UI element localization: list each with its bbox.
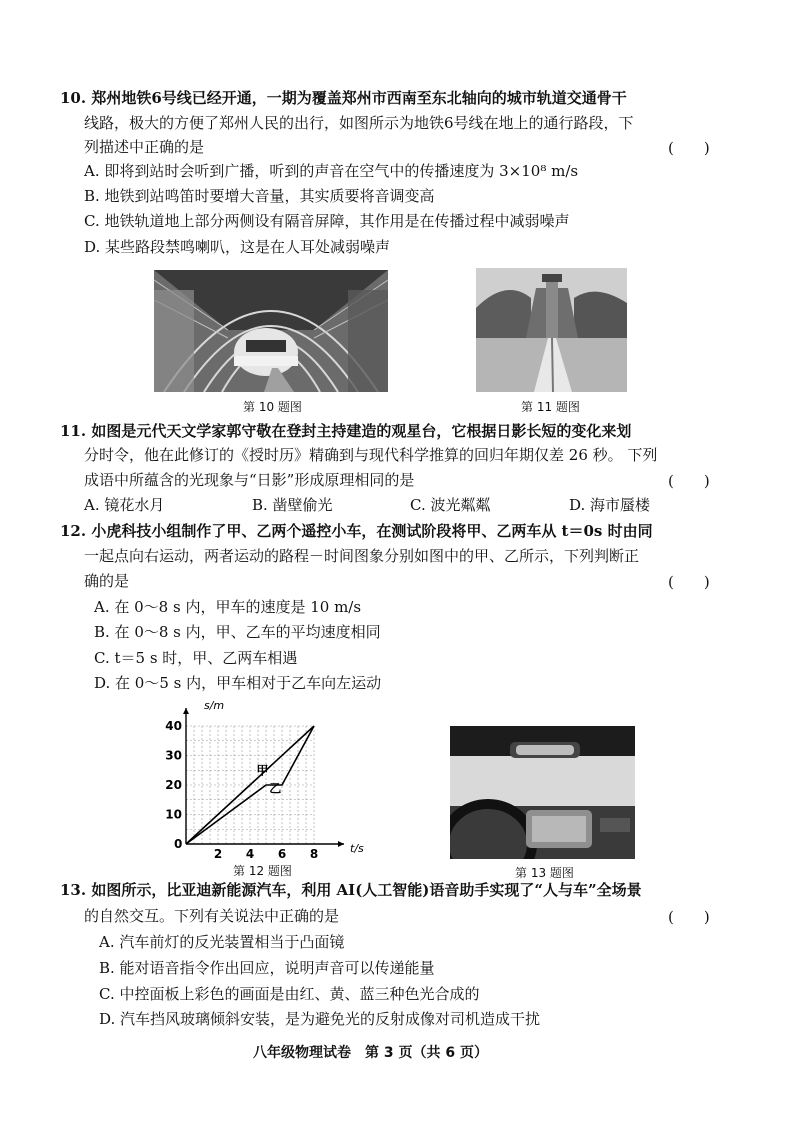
y-tick-label: 30 (165, 748, 182, 763)
q13-line1: 13. 如图所示，比亚迪新能源汽车，利用 AI(人工智能)语音助手实现了“人与车”全场景 (60, 881, 642, 899)
x-tick-label: 6 (277, 847, 287, 858)
observatory-photo (476, 268, 627, 392)
x-tick-label: 8 (309, 847, 319, 858)
q13-answer-paren: ( ) (668, 908, 710, 926)
q10-option-c: C. 地铁轨道地上部分两侧设有隔音屏障，其作用是在传播过程中减弱噪声 (84, 212, 570, 230)
q10-line2: 线路，极大的方便了郑州人民的出行，如图所示为地铁6号线在地上的通行路段，下 (84, 114, 634, 132)
q11-option-a: A. 镜花水月 (84, 496, 165, 514)
y-axis-arrow (183, 708, 189, 714)
q10-option-a: A. 即将到站时会听到广播，听到的声音在空气中的传播速度为 3×10⁸ m/s (84, 162, 579, 180)
page-footer: 八年级物理试卷 第 3 页（共 6 页） (253, 1045, 488, 1061)
subway-photo (154, 270, 388, 392)
q13-option-b: B. 能对语音指令作出回应，说明声音可以传递能量 (99, 959, 435, 977)
q10-option-b: B. 地铁到站鸣笛时要增大音量，其实质要将音调变高 (84, 187, 435, 205)
q12-line1: 12. 小虎科技小组制作了甲、乙两个遥控小车，在测试阶段将甲、乙两车从 t＝0s 时由同 (60, 522, 653, 540)
q10-line3: 列描述中正确的是 (84, 138, 205, 156)
q11-line3: 成语中所蕴含的光现象与“日影”形成原理相同的是 (84, 471, 415, 489)
q10-option-d: D. 某些路段禁鸣喇叭，这是在人耳处减弱噪声 (84, 238, 391, 256)
q13-line2: 的自然交互。下列有关说法中正确的是 (84, 907, 340, 925)
fig10-caption: 第 10 题图 (243, 400, 302, 414)
q10-line1: 10. 郑州地铁6号线已经开通，一期为覆盖郑州市西南至东北轴向的城市轨道交通骨干 (60, 89, 627, 107)
x-axis-arrow (338, 841, 344, 847)
series-yi-label: 乙 (269, 781, 282, 796)
q11-line1: 11. 如图是元代天文学家郭守敬在登封主持建造的观星台，它根据日影长短的变化来划 (60, 422, 632, 440)
y-tick-label: 20 (165, 778, 182, 792)
x-axis-label: t/s (350, 842, 364, 855)
fig12-caption: 第 12 题图 (233, 864, 292, 878)
q12-line3: 确的是 (84, 572, 130, 590)
y-axis-label: s/m (204, 699, 225, 712)
fig11-caption: 第 11 题图 (521, 400, 580, 414)
q10-answer-paren: ( ) (668, 139, 710, 157)
q11-line2: 分时令，他在此修订的《授时历》精确到与现代科学推算的回归年期仅差 26 秒。 下列 (84, 446, 658, 464)
q11-option-c: C. 波光粼粼 (410, 496, 491, 514)
fig13-caption: 第 13 题图 (515, 866, 574, 880)
q11-option-b: B. 凿壁偷光 (252, 496, 333, 514)
q12-answer-paren: ( ) (668, 573, 710, 591)
st-chart (160, 698, 370, 858)
x-tick-label: 4 (245, 847, 255, 858)
q13-option-c: C. 中控面板上彩色的画面是由红、黄、蓝三种色光合成的 (99, 985, 480, 1003)
q13-option-d: D. 汽车挡风玻璃倾斜安装，是为避免光的反射成像对司机造成干扰 (99, 1010, 541, 1028)
series-jia-label: 甲 (256, 763, 269, 778)
q11-option-d: D. 海市蜃楼 (569, 496, 651, 514)
q13-option-a: A. 汽车前灯的反光装置相当于凸面镜 (99, 933, 345, 951)
q12-line2: 一起点向右运动，两者运动的路程－时间图象分别如图中的甲、乙所示，下列判断正 (84, 547, 640, 565)
car-interior-photo (450, 726, 635, 859)
q12-option-d: D. 在 0～5 s 内，甲车相对于乙车向左运动 (94, 674, 382, 692)
q12-option-b: B. 在 0～8 s 内，甲、乙车的平均速度相同 (94, 623, 381, 641)
q11-answer-paren: ( ) (668, 472, 710, 490)
y-tick-label: 10 (165, 807, 182, 822)
origin-label: 0 (174, 837, 183, 851)
y-tick-label: 40 (165, 719, 182, 733)
q12-option-c: C. t＝5 s 时，甲、乙两车相遇 (94, 649, 298, 667)
x-tick-label: 2 (213, 847, 223, 858)
q12-option-a: A. 在 0～8 s 内，甲车的速度是 10 m/s (94, 598, 362, 616)
